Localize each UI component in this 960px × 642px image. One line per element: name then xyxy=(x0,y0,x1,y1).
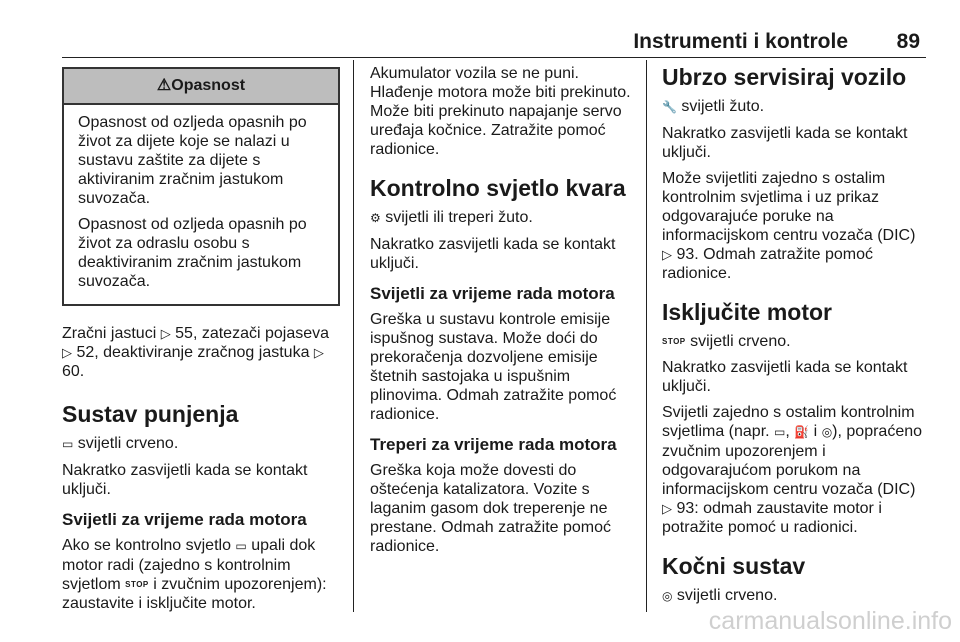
right-triangle-icon[interactable]: ▷ xyxy=(160,326,171,341)
oil-can-icon: ⛽ xyxy=(794,425,810,439)
charging-running-text: Ako se kontrolno svjetlo ▭ upali dok motor radi (zajedno s kontrolnim svjetlom STOP i zvučnim upozorenjem): zaustavite i isključite motor. xyxy=(62,537,327,612)
brake-line-1: ◎ svijetli crveno. xyxy=(662,587,778,604)
battery-icon: ▭ xyxy=(62,437,74,451)
stop-line-2: Nakratko zasvijetli kada se kontakt uključi. xyxy=(662,359,908,395)
mil-line-1: ⚙ svijetli ili treperi žuto. xyxy=(370,209,533,226)
danger-box xyxy=(62,67,340,306)
column-2 xyxy=(370,64,634,563)
danger-title: Opasnost xyxy=(171,77,246,94)
danger-box-header xyxy=(64,69,338,105)
column-divider-2 xyxy=(646,60,647,612)
heading-ubrzo-servisiraj: Ubrzo servisiraj vozilo xyxy=(662,64,907,90)
heading-svijetli-1: Svijetli za vrijeme rada motora xyxy=(62,510,307,529)
heading-treperi: Treperi za vrijeme rada motora xyxy=(370,435,617,454)
charging-line-2: Nakratko zasvijetli kada se kontakt uključi. xyxy=(62,462,308,498)
right-triangle-icon[interactable]: ▷ xyxy=(662,247,672,262)
service-line-1: 🔧 svijetli žuto. xyxy=(662,98,765,115)
mil-running-text: Greška u sustavu kontrole emisije ispušnog sustava. Može doći do prekoračenja dozvoljene emisije štetnih sastojaka u ispušnim plinovima. Odmah zatražite pomoć radionice. xyxy=(370,311,617,423)
watermark: carmanualsonline.info xyxy=(708,607,952,635)
battery-icon: ▭ xyxy=(774,425,786,439)
brake-icon: ◎ xyxy=(821,425,833,439)
page-title: Instrumenti i kontrole xyxy=(633,30,848,53)
battery-intro: Akumulator vozila se ne puni. Hlađenje motora može biti prekinuto. Može biti prekinuto napajanje servo uređaja kočnice. Zatražite pomoć radionice. xyxy=(370,65,631,158)
heading-iskljucite-motor: Isključite motor xyxy=(662,299,832,325)
stop-icon: STOP xyxy=(125,580,149,589)
brake-icon: ◎ xyxy=(662,589,673,603)
charging-line-1: ▭ svijetli crveno. xyxy=(62,435,179,452)
stop-icon: STOP xyxy=(662,337,686,346)
wrench-icon: 🔧 xyxy=(662,100,677,114)
mil-line-2: Nakratko zasvijetli kada se kontakt uključi. xyxy=(370,236,616,272)
column-divider-1 xyxy=(353,60,354,612)
page-header xyxy=(0,0,960,60)
mil-flashing-text: Greška koja može dovesti do oštećenja katalizatora. Vozite s laganim gasom dok treperenje ne prestane. Odmah zatražite pomoć radionice. xyxy=(370,462,612,555)
column-1 xyxy=(62,60,340,620)
right-triangle-icon[interactable]: ▷ xyxy=(662,501,672,516)
battery-icon: ▭ xyxy=(235,539,247,553)
right-triangle-icon[interactable]: ▷ xyxy=(313,345,324,360)
column-3 xyxy=(662,64,926,613)
engine-icon: ⚙ xyxy=(370,211,381,225)
service-line-3: Može svijetliti zajedno s ostalim kontrolnim svjetlima i uz prikaz odgovarajuće poruke na informacijskom centru vozača (DIC) ▷ 93. Odmah zatražite pomoć radionice. xyxy=(662,170,916,282)
stop-line-1: STOP svijetli crveno. xyxy=(662,333,791,350)
right-triangle-icon[interactable]: ▷ xyxy=(62,345,72,360)
danger-text-1: Opasnost od ozljeda opasnih po život za dijete koje se nalazi u sustavu zaštite za dijete s aktiviranim zračnim jastukom suvozača. xyxy=(78,114,307,207)
heading-svijetli-2: Svijetli za vrijeme rada motora xyxy=(370,284,615,303)
heading-kontrolno-svjetlo: Kontrolno svjetlo kvara xyxy=(370,175,626,201)
header-rule xyxy=(62,57,926,58)
cross-reference-paragraph: Zračni jastuci ▷ 55, zatezači pojaseva ▷ 52, deaktiviranje zračnog jastuka ▷ 60. xyxy=(62,325,330,380)
heading-sustav-punjenja: Sustav punjenja xyxy=(62,401,239,427)
service-line-2: Nakratko zasvijetli kada se kontakt uključi. xyxy=(662,125,908,161)
warning-triangle-icon: ⚠ xyxy=(156,77,172,94)
heading-kocni-sustav: Kočni sustav xyxy=(662,553,806,579)
page-number: 89 xyxy=(896,30,920,53)
danger-text-2: Opasnost od ozljeda opasnih po život za odraslu osobu s deaktiviranim zračnim jastukom suvozača. xyxy=(78,216,307,290)
stop-line-3: Svijetli zajedno s ostalim kontrolnim svjetlima (napr. ▭, ⛽ i ◎), popraćeno zvučnim upozorenjem i odgovarajućom porukom na informacijskom centru vozača (DIC) ▷ 93: odmah zaustavite motor i potražite pomoć u radionici. xyxy=(662,404,923,536)
